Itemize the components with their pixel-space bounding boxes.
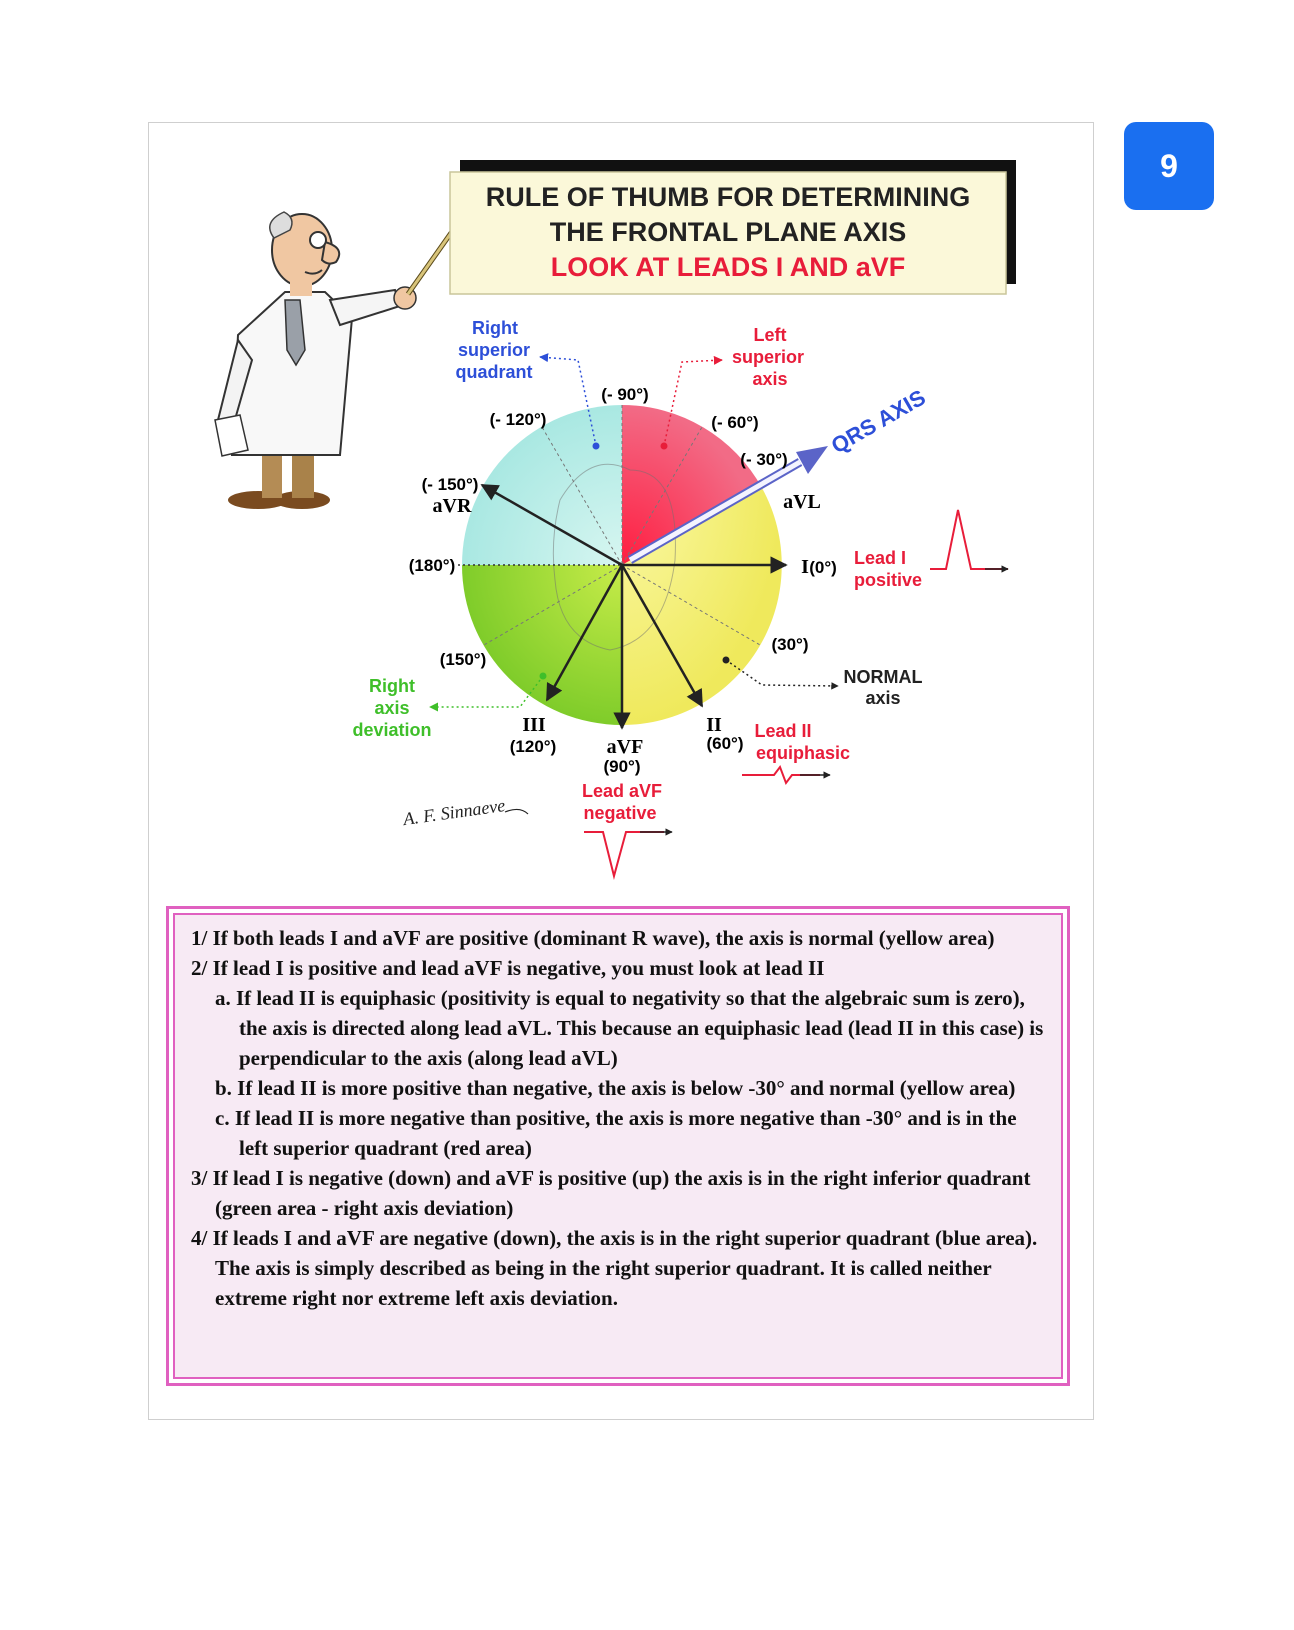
- rule-item: 2/ If lead I is positive and lead aVF is negative, you must look at lead II: [191, 956, 825, 980]
- angle-m150: (- 150°): [421, 475, 479, 494]
- lead-i-label: I: [801, 556, 809, 578]
- angle-m120: (- 120°): [489, 410, 547, 429]
- svg-text:NORMAL: NORMAL: [843, 667, 923, 687]
- svg-text:Right: Right: [472, 318, 518, 338]
- rules-content: [173, 913, 1063, 1379]
- angle-m60: (- 60°): [711, 413, 759, 432]
- lead-avf-label: aVF: [606, 736, 644, 758]
- qrs-axis-label: QRS AXIS: [826, 384, 930, 459]
- rule-subitem: b. If lead II is more positive than negative, the axis is below -30° and normal (yellow area): [215, 1076, 1016, 1100]
- lead-avf-negative-annotation: [582, 781, 672, 876]
- svg-text:Left: Left: [753, 325, 787, 345]
- angle-150: (150°): [439, 650, 487, 669]
- lead-i-positive-annotation: [854, 510, 1008, 590]
- rules-box: [166, 906, 1070, 1386]
- rule-item: 4/ If leads I and aVF are negative (down), the axis is in the right superior quadrant (blue area). The axis is simply described as being in the right superior quadrant. It is called neither extreme right nor extreme left axis deviation.: [191, 1226, 1038, 1310]
- right-inferior-quadrant: [462, 565, 622, 725]
- page-number: 9: [1160, 147, 1178, 184]
- lead-ii-label: II: [706, 714, 722, 736]
- title-box: [450, 160, 1016, 294]
- rule-subitem: c. If lead II is more negative than positive, the axis is more negative than -30° and is in the left superior quadrant (red area): [215, 1106, 1017, 1160]
- angle-60: (60°): [706, 734, 744, 753]
- svg-text:Lead aVF: Lead aVF: [581, 781, 663, 801]
- svg-text:superior: superior: [731, 347, 805, 367]
- angle-180: (180°): [408, 556, 456, 575]
- svg-text:negative: negative: [583, 803, 657, 823]
- normal-axis-annotation: [723, 657, 923, 709]
- lead-iii-label: III: [522, 714, 546, 736]
- title-line-1: RULE OF THUMB FOR DETERMINING: [485, 182, 971, 212]
- svg-text:quadrant: quadrant: [455, 362, 533, 382]
- rule-item: 1/ If both leads I and aVF are positive (dominant R wave), the axis is normal (yellow area): [191, 926, 995, 950]
- title-line-3: LOOK AT LEADS I AND aVF: [550, 252, 906, 282]
- svg-text:axis: axis: [865, 688, 901, 708]
- lead-avf-negative-waveform: [584, 832, 664, 876]
- professor-illustration: [215, 206, 470, 509]
- rule-item: 3/ If lead I is negative (down) and aVF is positive (up) the axis is in the right inferior quadrant (green area - right axis deviation): [191, 1166, 1031, 1220]
- lead-avl-label: aVL: [783, 491, 821, 513]
- lead-i-positive-waveform: [930, 510, 1008, 569]
- svg-text:Lead I: Lead I: [853, 548, 907, 568]
- svg-text:superior: superior: [457, 340, 531, 360]
- svg-text:Lead II: Lead II: [754, 721, 812, 741]
- svg-text:axis: axis: [374, 698, 410, 718]
- author-signature: A. F. Sinnaeve: [401, 795, 507, 830]
- svg-text:axis: axis: [752, 369, 788, 389]
- angle-0: (0°): [809, 558, 837, 577]
- svg-text:deviation: deviation: [352, 720, 432, 740]
- angle-90: (90°): [603, 757, 641, 776]
- angle-m30: (- 30°): [740, 450, 788, 469]
- title-line-2: THE FRONTAL PLANE AXIS: [549, 217, 907, 247]
- angle-120: (120°): [509, 737, 557, 756]
- angle-30: (30°): [771, 635, 809, 654]
- svg-text:Right: Right: [369, 676, 415, 696]
- rule-subitem: a. If lead II is equiphasic (positivity is equal to negativity so that the algebraic sum is zero), the axis is directed along lead aVL. This because an equiphasic lead (lead II in this case) is perpendicular to the axis (along lead aVL): [215, 986, 1044, 1070]
- right-superior-quadrant: [462, 405, 622, 565]
- angle-m90: (- 90°): [601, 385, 649, 404]
- lead-avr-label: aVR: [432, 495, 472, 517]
- lead-ii-equiphasic-annotation: [742, 721, 850, 783]
- svg-text:positive: positive: [853, 570, 923, 590]
- svg-text:equiphasic: equiphasic: [755, 743, 851, 763]
